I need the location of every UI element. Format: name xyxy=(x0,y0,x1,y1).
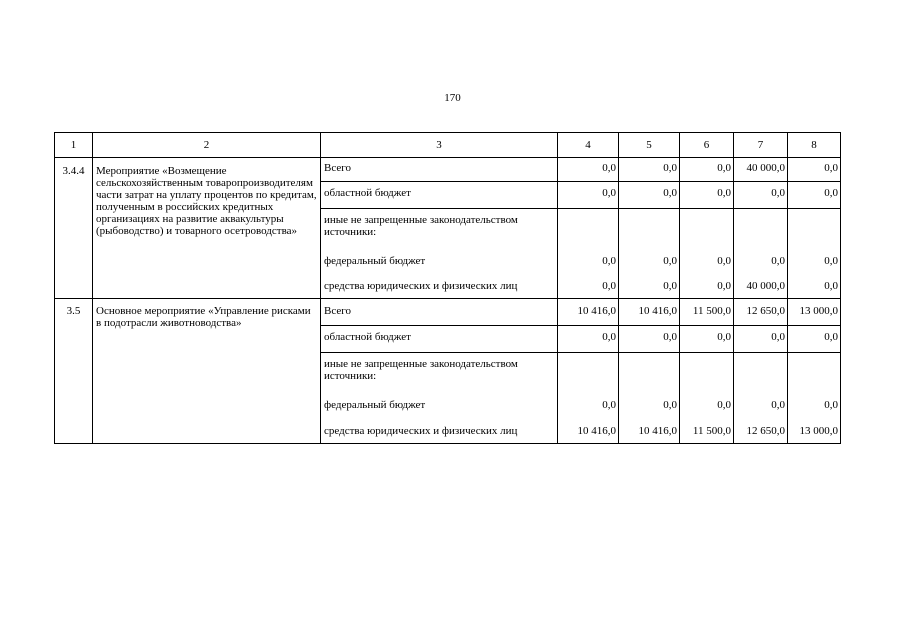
table-row xyxy=(55,158,841,182)
header-cell: 7 xyxy=(734,133,788,158)
value-cell: 0,0 xyxy=(734,392,788,418)
header-cell: 1 xyxy=(55,133,93,158)
header-cell: 4 xyxy=(558,133,619,158)
source-label: Всего xyxy=(321,299,558,326)
value-cell: 0,0 xyxy=(680,274,734,299)
value-cell: 10 416,0 xyxy=(558,299,619,326)
source-label: областной бюджет xyxy=(321,326,558,353)
value-cell: 0,0 xyxy=(734,326,788,353)
value-cell: 0,0 xyxy=(558,182,619,209)
source-label: иные не запрещенные законодательством источники: xyxy=(321,353,558,393)
value-cell: 13 000,0 xyxy=(788,418,841,444)
value-cell: 0,0 xyxy=(680,158,734,182)
value-cell xyxy=(788,353,841,393)
value-cell: 0,0 xyxy=(680,182,734,209)
header-cell: 8 xyxy=(788,133,841,158)
value-cell: 0,0 xyxy=(619,248,680,274)
item-code: 3.4.4 xyxy=(55,158,93,299)
value-cell: 0,0 xyxy=(619,182,680,209)
source-label: областной бюджет xyxy=(321,182,558,209)
source-label: федеральный бюджет xyxy=(321,392,558,418)
value-cell: 0,0 xyxy=(680,248,734,274)
value-cell: 13 000,0 xyxy=(788,299,841,326)
value-cell xyxy=(558,353,619,393)
source-label: Всего xyxy=(321,158,558,182)
value-cell xyxy=(680,353,734,393)
header-cell: 3 xyxy=(321,133,558,158)
source-label: средства юридических и физических лиц xyxy=(321,418,558,444)
value-cell: 0,0 xyxy=(619,158,680,182)
header-cell: 6 xyxy=(680,133,734,158)
value-cell: 10 416,0 xyxy=(619,418,680,444)
value-cell: 40 000,0 xyxy=(734,274,788,299)
page-number: 170 xyxy=(444,92,461,104)
value-cell: 0,0 xyxy=(788,158,841,182)
value-cell: 0,0 xyxy=(558,248,619,274)
value-cell: 0,0 xyxy=(734,248,788,274)
source-label: иные не запрещенные законодательством источники: xyxy=(321,209,558,249)
value-cell: 0,0 xyxy=(680,392,734,418)
item-name: Мероприятие «Возмещение сельскохозяйственным товаропроизводителям части затрат на уплату процентов по кредитам, полученным в российских кредитных организациях на развитие аквакультуры (рыбоводство) и товарного осетроводства» xyxy=(93,158,321,299)
value-cell: 11 500,0 xyxy=(680,299,734,326)
value-cell: 0,0 xyxy=(788,326,841,353)
source-label: средства юридических и физических лиц xyxy=(321,274,558,299)
value-cell: 0,0 xyxy=(788,392,841,418)
item-name: Основное мероприятие «Управление рисками в подотрасли животноводства» xyxy=(93,299,321,444)
value-cell xyxy=(788,209,841,249)
value-cell: 0,0 xyxy=(619,326,680,353)
value-cell: 10 416,0 xyxy=(619,299,680,326)
source-label: федеральный бюджет xyxy=(321,248,558,274)
budget-table xyxy=(54,132,841,444)
value-cell: 0,0 xyxy=(734,182,788,209)
value-cell: 0,0 xyxy=(788,182,841,209)
value-cell: 0,0 xyxy=(619,274,680,299)
value-cell: 0,0 xyxy=(680,326,734,353)
value-cell: 40 000,0 xyxy=(734,158,788,182)
header-row xyxy=(55,133,841,158)
header-cell: 5 xyxy=(619,133,680,158)
value-cell xyxy=(558,209,619,249)
header-cell: 2 xyxy=(93,133,321,158)
value-cell: 0,0 xyxy=(788,274,841,299)
value-cell: 0,0 xyxy=(558,274,619,299)
value-cell xyxy=(619,353,680,393)
value-cell: 10 416,0 xyxy=(558,418,619,444)
value-cell: 0,0 xyxy=(558,158,619,182)
value-cell: 0,0 xyxy=(558,392,619,418)
value-cell: 11 500,0 xyxy=(680,418,734,444)
value-cell xyxy=(680,209,734,249)
value-cell: 0,0 xyxy=(619,392,680,418)
value-cell xyxy=(734,353,788,393)
value-cell: 12 650,0 xyxy=(734,418,788,444)
value-cell: 0,0 xyxy=(558,326,619,353)
value-cell: 0,0 xyxy=(788,248,841,274)
value-cell xyxy=(619,209,680,249)
table-row xyxy=(55,299,841,326)
value-cell: 12 650,0 xyxy=(734,299,788,326)
item-code: 3.5 xyxy=(55,299,93,444)
value-cell xyxy=(734,209,788,249)
